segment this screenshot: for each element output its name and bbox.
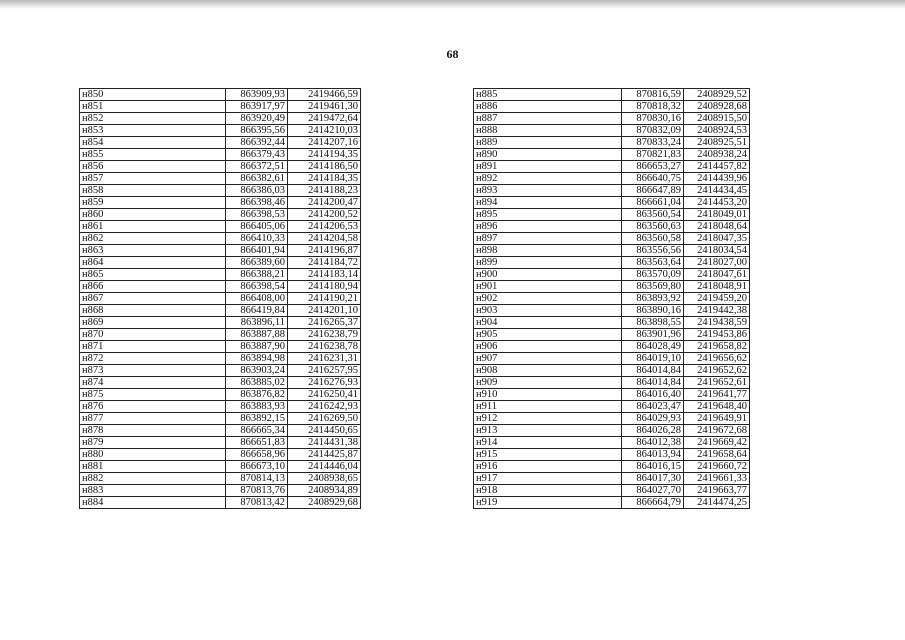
point-label: н912	[474, 413, 622, 425]
point-label: н870	[80, 329, 226, 341]
x-coordinate: 870833,24	[622, 137, 684, 149]
point-label: н892	[474, 173, 622, 185]
y-coordinate: 2416238,78	[288, 341, 361, 353]
point-label: н859	[80, 197, 226, 209]
y-coordinate: 2414207,16	[288, 137, 361, 149]
table-row	[80, 245, 361, 257]
y-coordinate: 2419669,42	[684, 437, 750, 449]
point-label: н878	[80, 425, 226, 437]
table-row	[80, 305, 361, 317]
table-row	[474, 101, 750, 113]
table-row	[474, 437, 750, 449]
y-coordinate: 2419652,61	[684, 377, 750, 389]
point-label: н916	[474, 461, 622, 473]
point-label: н918	[474, 485, 622, 497]
point-label: н902	[474, 293, 622, 305]
point-label: н909	[474, 377, 622, 389]
table-row	[80, 461, 361, 473]
x-coordinate: 866398,54	[226, 281, 288, 293]
y-coordinate: 2418047,35	[684, 233, 750, 245]
y-coordinate: 2419660,72	[684, 461, 750, 473]
point-label: н910	[474, 389, 622, 401]
x-coordinate: 866658,96	[226, 449, 288, 461]
point-label: н901	[474, 281, 622, 293]
x-coordinate: 864028,49	[622, 341, 684, 353]
x-coordinate: 866398,46	[226, 197, 288, 209]
point-label: н879	[80, 437, 226, 449]
point-label: н871	[80, 341, 226, 353]
y-coordinate: 2414186,50	[288, 161, 361, 173]
y-coordinate: 2414474,25	[684, 497, 750, 509]
y-coordinate: 2414204,58	[288, 233, 361, 245]
table-row	[80, 341, 361, 353]
y-coordinate: 2419649,91	[684, 413, 750, 425]
point-label: н896	[474, 221, 622, 233]
table-row	[474, 401, 750, 413]
table-row	[80, 221, 361, 233]
table-row	[80, 497, 361, 509]
point-label: н885	[474, 89, 622, 101]
table-row	[474, 269, 750, 281]
y-coordinate: 2419648,40	[684, 401, 750, 413]
x-coordinate: 870821,83	[622, 149, 684, 161]
point-label: н858	[80, 185, 226, 197]
x-coordinate: 863887,90	[226, 341, 288, 353]
point-label: н866	[80, 281, 226, 293]
point-label: н882	[80, 473, 226, 485]
x-coordinate: 863917,97	[226, 101, 288, 113]
x-coordinate: 864013,94	[622, 449, 684, 461]
y-coordinate: 2419661,33	[684, 473, 750, 485]
point-label: н867	[80, 293, 226, 305]
x-coordinate: 866388,21	[226, 269, 288, 281]
point-label: н854	[80, 137, 226, 149]
point-label: н863	[80, 245, 226, 257]
table-row	[80, 473, 361, 485]
point-label: н913	[474, 425, 622, 437]
y-coordinate: 2414446,04	[288, 461, 361, 473]
table-row	[80, 173, 361, 185]
x-coordinate: 870813,76	[226, 485, 288, 497]
point-label: н869	[80, 317, 226, 329]
table-row	[80, 281, 361, 293]
y-coordinate: 2419663,77	[684, 485, 750, 497]
x-coordinate: 863893,92	[622, 293, 684, 305]
y-coordinate: 2419672,68	[684, 425, 750, 437]
table-row	[80, 449, 361, 461]
table-row	[474, 293, 750, 305]
point-label: н915	[474, 449, 622, 461]
x-coordinate: 866653,27	[622, 161, 684, 173]
x-coordinate: 863892,15	[226, 413, 288, 425]
table-row	[80, 365, 361, 377]
y-coordinate: 2414188,23	[288, 185, 361, 197]
x-coordinate: 864023,47	[622, 401, 684, 413]
point-label: н883	[80, 485, 226, 497]
x-coordinate: 866372,51	[226, 161, 288, 173]
y-coordinate: 2419466,59	[288, 89, 361, 101]
x-coordinate: 870814,13	[226, 473, 288, 485]
point-label: н887	[474, 113, 622, 125]
y-coordinate: 2414210,03	[288, 125, 361, 137]
y-coordinate: 2414434,45	[684, 185, 750, 197]
table-row	[80, 401, 361, 413]
point-label: н888	[474, 125, 622, 137]
coordinates-table-left	[79, 88, 361, 509]
point-label: н853	[80, 125, 226, 137]
x-coordinate: 866405,06	[226, 221, 288, 233]
y-coordinate: 2414194,35	[288, 149, 361, 161]
point-label: н905	[474, 329, 622, 341]
table-row	[80, 233, 361, 245]
y-coordinate: 2416250,41	[288, 389, 361, 401]
point-label: н850	[80, 89, 226, 101]
point-label: н894	[474, 197, 622, 209]
x-coordinate: 864029,93	[622, 413, 684, 425]
y-coordinate: 2416276,93	[288, 377, 361, 389]
x-coordinate: 863556,56	[622, 245, 684, 257]
y-coordinate: 2408915,50	[684, 113, 750, 125]
point-label: н884	[80, 497, 226, 509]
x-coordinate: 866640,75	[622, 173, 684, 185]
y-coordinate: 2418034,54	[684, 245, 750, 257]
y-coordinate: 2416265,37	[288, 317, 361, 329]
x-coordinate: 863894,98	[226, 353, 288, 365]
x-coordinate: 863896,11	[226, 317, 288, 329]
y-coordinate: 2414450,65	[288, 425, 361, 437]
point-label: н874	[80, 377, 226, 389]
point-label: н852	[80, 113, 226, 125]
coordinates-table-right	[473, 88, 750, 509]
x-coordinate: 863570,09	[622, 269, 684, 281]
point-label: н886	[474, 101, 622, 113]
table-row	[474, 353, 750, 365]
x-coordinate: 866661,04	[622, 197, 684, 209]
point-label: н899	[474, 257, 622, 269]
x-coordinate: 866395,56	[226, 125, 288, 137]
table-row	[80, 377, 361, 389]
point-label: н919	[474, 497, 622, 509]
table-row	[80, 197, 361, 209]
table-row	[80, 413, 361, 425]
x-coordinate: 866379,43	[226, 149, 288, 161]
table-row	[474, 209, 750, 221]
x-coordinate: 866664,79	[622, 497, 684, 509]
x-coordinate: 863876,82	[226, 389, 288, 401]
y-coordinate: 2419438,59	[684, 317, 750, 329]
table-row	[474, 125, 750, 137]
point-label: н862	[80, 233, 226, 245]
y-coordinate: 2418048,91	[684, 281, 750, 293]
x-coordinate: 864014,84	[622, 377, 684, 389]
x-coordinate: 863890,16	[622, 305, 684, 317]
point-label: н864	[80, 257, 226, 269]
point-label: н857	[80, 173, 226, 185]
point-label: н914	[474, 437, 622, 449]
table-row	[80, 485, 361, 497]
table-row	[80, 293, 361, 305]
y-coordinate: 2408929,52	[684, 89, 750, 101]
table-row	[474, 305, 750, 317]
point-label: н890	[474, 149, 622, 161]
x-coordinate: 866410,33	[226, 233, 288, 245]
point-label: н897	[474, 233, 622, 245]
x-coordinate: 866398,53	[226, 209, 288, 221]
y-coordinate: 2419461,30	[288, 101, 361, 113]
table-row	[474, 281, 750, 293]
point-label: н906	[474, 341, 622, 353]
y-coordinate: 2408928,68	[684, 101, 750, 113]
y-coordinate: 2419459,20	[684, 293, 750, 305]
point-label: н898	[474, 245, 622, 257]
x-coordinate: 863563,64	[622, 257, 684, 269]
x-coordinate: 866408,00	[226, 293, 288, 305]
page-number: 68	[446, 47, 459, 61]
point-label: н856	[80, 161, 226, 173]
table-row	[474, 113, 750, 125]
x-coordinate: 863909,93	[226, 89, 288, 101]
table-row	[474, 89, 750, 101]
x-coordinate: 863885,02	[226, 377, 288, 389]
point-label: н861	[80, 221, 226, 233]
y-coordinate: 2414457,82	[684, 161, 750, 173]
table-row	[474, 341, 750, 353]
point-label: н855	[80, 149, 226, 161]
y-coordinate: 2408925,51	[684, 137, 750, 149]
y-coordinate: 2416242,93	[288, 401, 361, 413]
table-row	[474, 449, 750, 461]
x-coordinate: 870832,09	[622, 125, 684, 137]
table-row	[474, 161, 750, 173]
y-coordinate: 2416231,31	[288, 353, 361, 365]
table-row	[474, 425, 750, 437]
point-label: н873	[80, 365, 226, 377]
point-label: н868	[80, 305, 226, 317]
table-row	[80, 269, 361, 281]
table-row	[474, 149, 750, 161]
y-coordinate: 2416269,50	[288, 413, 361, 425]
x-coordinate: 863901,96	[622, 329, 684, 341]
y-coordinate: 2419442,38	[684, 305, 750, 317]
x-coordinate: 866392,44	[226, 137, 288, 149]
table-row	[474, 485, 750, 497]
y-coordinate: 2408938,65	[288, 473, 361, 485]
table-row	[474, 365, 750, 377]
x-coordinate: 863898,55	[622, 317, 684, 329]
point-label: н851	[80, 101, 226, 113]
y-coordinate: 2408929,68	[288, 497, 361, 509]
y-coordinate: 2416238,79	[288, 329, 361, 341]
table-row	[474, 377, 750, 389]
x-coordinate: 870830,16	[622, 113, 684, 125]
point-label: н895	[474, 209, 622, 221]
table-row	[80, 353, 361, 365]
x-coordinate: 863920,49	[226, 113, 288, 125]
x-coordinate: 866389,60	[226, 257, 288, 269]
table-row	[80, 437, 361, 449]
x-coordinate: 864016,40	[622, 389, 684, 401]
table-row	[80, 209, 361, 221]
x-coordinate: 870813,42	[226, 497, 288, 509]
x-coordinate: 864027,70	[622, 485, 684, 497]
y-coordinate: 2419453,86	[684, 329, 750, 341]
point-label: н875	[80, 389, 226, 401]
scan-border	[0, 0, 905, 9]
x-coordinate: 870816,59	[622, 89, 684, 101]
y-coordinate: 2414453,20	[684, 197, 750, 209]
x-coordinate: 863883,93	[226, 401, 288, 413]
point-label: н889	[474, 137, 622, 149]
y-coordinate: 2419641,77	[684, 389, 750, 401]
y-coordinate: 2414180,94	[288, 281, 361, 293]
table-row	[80, 317, 361, 329]
x-coordinate: 866647,89	[622, 185, 684, 197]
x-coordinate: 864016,15	[622, 461, 684, 473]
y-coordinate: 2408924,53	[684, 125, 750, 137]
point-label: н876	[80, 401, 226, 413]
table-row	[80, 257, 361, 269]
table-row	[80, 125, 361, 137]
table-row	[80, 113, 361, 125]
table-row	[474, 137, 750, 149]
y-coordinate: 2414190,21	[288, 293, 361, 305]
table-row	[474, 461, 750, 473]
table-row	[80, 161, 361, 173]
point-label: н881	[80, 461, 226, 473]
x-coordinate: 866419,84	[226, 305, 288, 317]
y-coordinate: 2414206,53	[288, 221, 361, 233]
x-coordinate: 866382,61	[226, 173, 288, 185]
table-row	[80, 185, 361, 197]
y-coordinate: 2408938,24	[684, 149, 750, 161]
y-coordinate: 2418027,00	[684, 257, 750, 269]
y-coordinate: 2414184,35	[288, 173, 361, 185]
y-coordinate: 2414196,87	[288, 245, 361, 257]
x-coordinate: 864017,30	[622, 473, 684, 485]
y-coordinate: 2414200,47	[288, 197, 361, 209]
table-row	[80, 329, 361, 341]
table-row	[80, 389, 361, 401]
y-coordinate: 2419472,64	[288, 113, 361, 125]
x-coordinate: 866386,03	[226, 185, 288, 197]
point-label: н900	[474, 269, 622, 281]
x-coordinate: 864019,10	[622, 353, 684, 365]
table-row	[80, 425, 361, 437]
y-coordinate: 2414184,72	[288, 257, 361, 269]
point-label: н911	[474, 401, 622, 413]
x-coordinate: 863560,58	[622, 233, 684, 245]
y-coordinate: 2414431,38	[288, 437, 361, 449]
x-coordinate: 864014,84	[622, 365, 684, 377]
x-coordinate: 866401,94	[226, 245, 288, 257]
point-label: н880	[80, 449, 226, 461]
point-label: н893	[474, 185, 622, 197]
point-label: н865	[80, 269, 226, 281]
y-coordinate: 2414183,14	[288, 269, 361, 281]
table-row	[474, 245, 750, 257]
table-row	[474, 185, 750, 197]
point-label: н907	[474, 353, 622, 365]
y-coordinate: 2419658,64	[684, 449, 750, 461]
table-row	[474, 473, 750, 485]
table-row	[80, 137, 361, 149]
x-coordinate: 863903,24	[226, 365, 288, 377]
table-row	[474, 413, 750, 425]
table-row	[474, 389, 750, 401]
table-row	[474, 197, 750, 209]
x-coordinate: 866665,34	[226, 425, 288, 437]
point-label: н872	[80, 353, 226, 365]
x-coordinate: 866673,10	[226, 461, 288, 473]
x-coordinate: 870818,32	[622, 101, 684, 113]
table-row	[474, 497, 750, 509]
y-coordinate: 2418049,01	[684, 209, 750, 221]
table-row	[474, 257, 750, 269]
x-coordinate: 863560,54	[622, 209, 684, 221]
table-row	[80, 101, 361, 113]
y-coordinate: 2408934,89	[288, 485, 361, 497]
x-coordinate: 864026,28	[622, 425, 684, 437]
y-coordinate: 2414439,96	[684, 173, 750, 185]
y-coordinate: 2414201,10	[288, 305, 361, 317]
point-label: н877	[80, 413, 226, 425]
x-coordinate: 863560,63	[622, 221, 684, 233]
table-row	[474, 233, 750, 245]
table-row	[474, 221, 750, 233]
y-coordinate: 2418048,64	[684, 221, 750, 233]
table-row	[80, 149, 361, 161]
y-coordinate: 2414425,87	[288, 449, 361, 461]
table-row	[474, 329, 750, 341]
y-coordinate: 2419658,82	[684, 341, 750, 353]
point-label: н917	[474, 473, 622, 485]
y-coordinate: 2419656,62	[684, 353, 750, 365]
table-row	[474, 317, 750, 329]
y-coordinate: 2416257,95	[288, 365, 361, 377]
x-coordinate: 863887,88	[226, 329, 288, 341]
x-coordinate: 863569,80	[622, 281, 684, 293]
point-label: н891	[474, 161, 622, 173]
y-coordinate: 2418047,61	[684, 269, 750, 281]
point-label: н903	[474, 305, 622, 317]
point-label: н860	[80, 209, 226, 221]
table-row	[80, 89, 361, 101]
x-coordinate: 866651,83	[226, 437, 288, 449]
y-coordinate: 2419652,62	[684, 365, 750, 377]
point-label: н904	[474, 317, 622, 329]
point-label: н908	[474, 365, 622, 377]
y-coordinate: 2414200,52	[288, 209, 361, 221]
x-coordinate: 864012,38	[622, 437, 684, 449]
table-row	[474, 173, 750, 185]
